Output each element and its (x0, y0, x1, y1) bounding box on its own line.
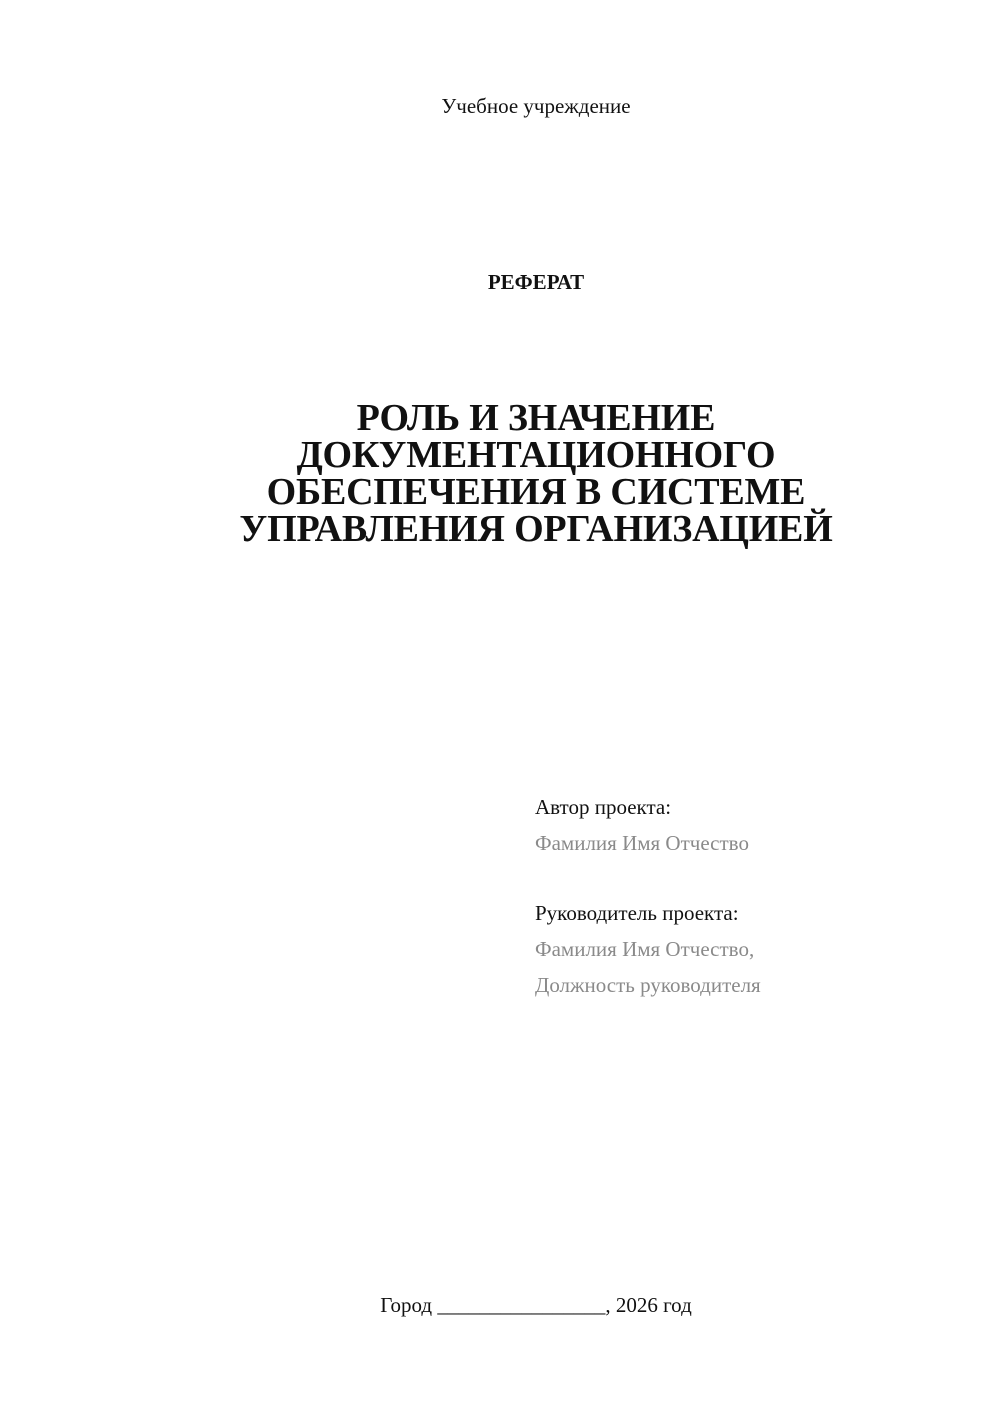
document-type: РЕФЕРАТ (487, 270, 585, 294)
supervisor-name: Фамилия Имя Отчество, (535, 937, 755, 961)
author-name: Фамилия Имя Отчество (535, 831, 749, 855)
supervisor-label: Руководитель проекта: (535, 901, 739, 925)
document-title (0, 397, 1000, 550)
institution-name: Учебное учреждение (441, 94, 631, 118)
title-line-4: УПРАВЛЕНИЯ ОРГАНИЗАЦИЕЙ (239, 508, 833, 550)
author-label: Автор проекта: (535, 795, 672, 819)
title-line-2: ДОКУМЕНТАЦИОННОГО (296, 434, 776, 476)
title-line-1: РОЛЬ И ЗНАЧЕНИЕ (356, 397, 716, 439)
city-year-line: Город ________________, 2026 год (380, 1293, 692, 1317)
credits-block (535, 789, 955, 1003)
credits-spacer (535, 861, 955, 895)
supervisor-position: Должность руководителя (535, 973, 761, 997)
title-line-3: ОБЕСПЕЧЕНИЯ В СИСТЕМЕ (266, 471, 806, 513)
